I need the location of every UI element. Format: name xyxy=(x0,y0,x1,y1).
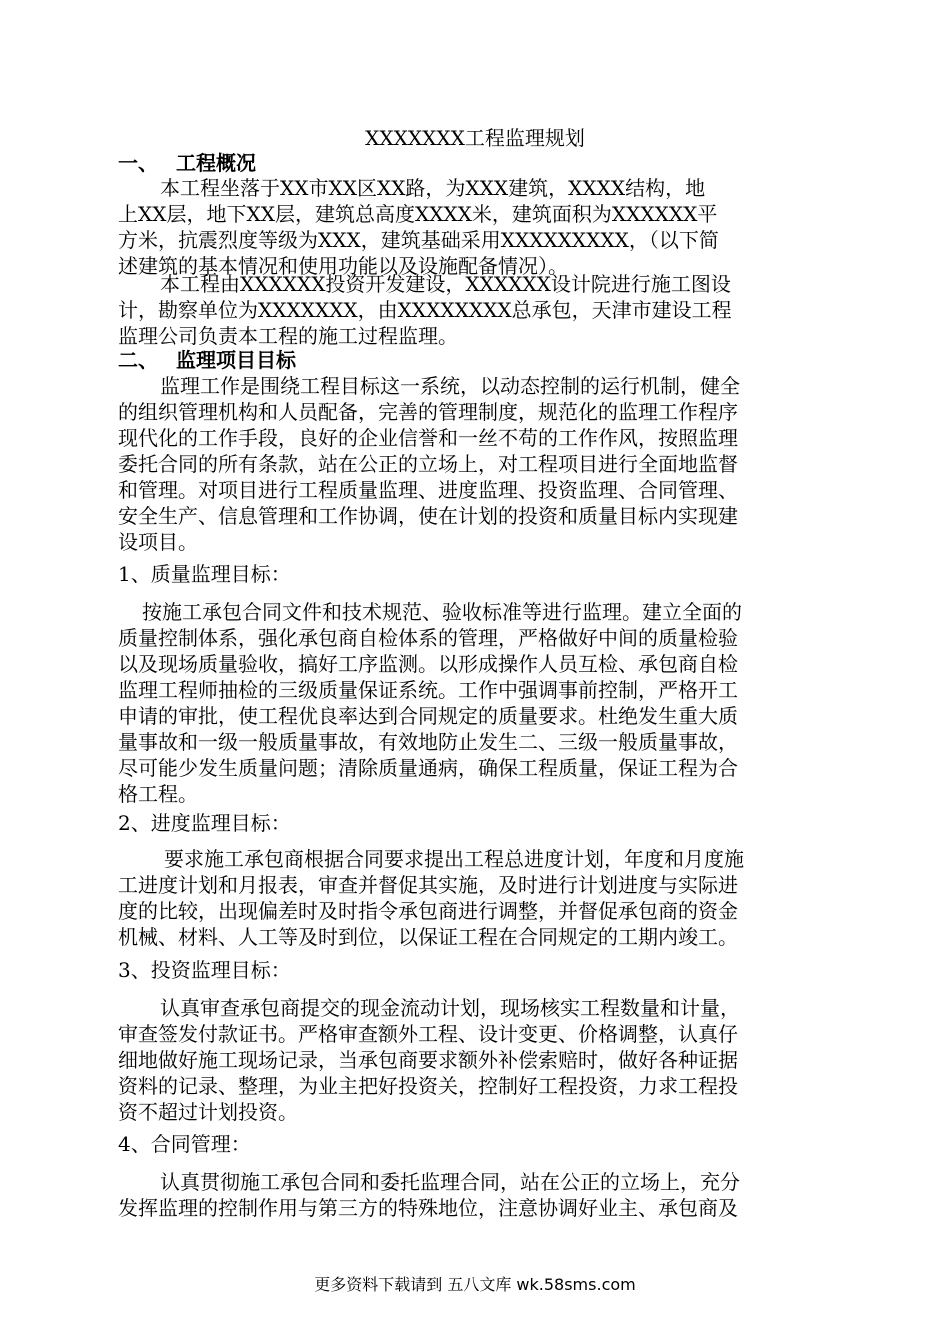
text-line: 监理公司负责本工程的施工过程监理。 xyxy=(118,324,458,348)
text-line: 的组织管理机构和人员配备，完善的管理制度，规范化的监理工作程序 xyxy=(118,400,738,424)
text-line: 质量控制体系，强化承包商自检体系的管理，严格做好中间的质量检验 xyxy=(118,626,738,650)
text-line: 和管理。对项目进行工程质量监理、进度监理、投资监理、合同管理、 xyxy=(118,478,738,502)
text-line: 度的比较，出现偏差时及时指令承包商进行调整，并督促承包商的资金 xyxy=(118,899,738,923)
text-line: 本工程由XXXXXX投资开发建设，XXXXXX设计院进行施工图设 xyxy=(160,272,731,296)
text-line: 现代化的工作手段，良好的企业信誉和一丝不苟的工作作风，按照监理 xyxy=(118,426,738,450)
text-line: 申请的审批，使工程优良率达到合同规定的质量要求。杜绝发生重大质 xyxy=(118,704,738,728)
paragraph-schedule-goals xyxy=(118,846,832,950)
subsection-heading-contract: 4、合同管理： xyxy=(118,1132,251,1156)
text-line: 本工程坐落于XX市XX区XX路，为XXX建筑，XXXX结构，地 xyxy=(160,176,706,200)
text-line: 工进度计划和月报表，审查并督促其实施，及时进行计划进度与实际进 xyxy=(118,873,738,897)
section-title: 监理项目目标 xyxy=(176,348,296,372)
subsection-heading-quality: 1、质量监理目标： xyxy=(118,562,291,586)
text-line: 认真审查承包商提交的现金流动计划，现场核实工程数量和计量， xyxy=(160,996,740,1020)
section-number: 一、 xyxy=(118,151,158,175)
paragraph-investment-goals xyxy=(118,995,832,1125)
text-line: 按施工承包合同文件和技术规范、验收标准等进行监理。建立全面的 xyxy=(142,600,742,624)
section-heading-1 xyxy=(118,150,256,176)
paragraph-supervision-goals xyxy=(118,373,832,555)
section-number: 二、 xyxy=(118,348,158,372)
text-line: 监理工程师抽检的三级质量保证系统。工作中强调事前控制，严格开工 xyxy=(118,678,738,702)
text-line: 述建筑的基本情况和使用功能以及设施配备情况）。 xyxy=(118,254,568,278)
text-line: 以及现场质量验收，搞好工序监测。以形成操作人员互检、承包商自检 xyxy=(118,652,738,676)
footer-download-note: 更多资料下载请到 五八文库 wk.58sms.com xyxy=(314,1275,636,1294)
text-line: 设项目。 xyxy=(118,530,198,554)
paragraph-quality-goals xyxy=(118,599,832,807)
text-line: 安全生产、信息管理和工作协调，使在计划的投资和质量目标内实现建 xyxy=(118,504,738,528)
section-title: 工程概况 xyxy=(176,151,256,175)
text-line: 尽可能少发生质量问题；清除质量通病，确保工程质量，保证工程为合 xyxy=(118,756,738,780)
text-line: 监理工作是围绕工程目标这一系统，以动态控制的运行机制，健全 xyxy=(160,374,740,398)
document-title: XXXXXXX工程监理规划 xyxy=(365,126,585,150)
text-line: 计，勘察单位为XXXXXXX，由XXXXXXXX总承包，天津市建设工程 xyxy=(118,298,732,322)
text-line: 上XX层，地下XX层，建筑总高度XXXX米，建筑面积为XXXXXX平 xyxy=(118,202,718,226)
text-line: 要求施工承包商根据合同要求提出工程总进度计划，年度和月度施 xyxy=(164,847,744,871)
text-line: 资料的记录、整理，为业主把好投资关，控制好工程投资，力求工程投 xyxy=(118,1074,738,1098)
subsection-heading-investment: 3、投资监理目标： xyxy=(118,958,291,982)
paragraph-project-overview-2 xyxy=(118,271,832,349)
text-line: 资不超过计划投资。 xyxy=(118,1100,298,1124)
text-line: 格工程。 xyxy=(118,782,198,806)
text-line: 量事故和一级一般质量事故，有效地防止发生二、三级一般质量事故， xyxy=(118,730,738,754)
text-line: 委托合同的所有条款，站在公正的立场上，对工程项目进行全面地监督 xyxy=(118,452,738,476)
text-line: 方米，抗震烈度等级为XXX，建筑基础采用XXXXXXXXX，（以下简 xyxy=(118,228,719,252)
text-line: 机械、材料、人工等及时到位，以保证工程在合同规定的工期内竣工。 xyxy=(118,925,738,949)
paragraph-project-overview-1 xyxy=(118,175,832,279)
section-heading-2 xyxy=(118,347,296,373)
text-line: 认真贯彻施工承包合同和委托监理合同，站在公正的立场上，充分 xyxy=(160,1170,740,1194)
text-line: 发挥监理的控制作用与第三方的特殊地位，注意协调好业主、承包商及 xyxy=(118,1196,738,1220)
subsection-heading-schedule: 2、进度监理目标： xyxy=(118,811,291,835)
text-line: 审查签发付款证书。严格审查额外工程、设计变更、价格调整，认真仔 xyxy=(118,1022,738,1046)
text-line: 细地做好施工现场记录，当承包商要求额外补偿索赔时，做好各种证据 xyxy=(118,1048,738,1072)
paragraph-contract-management xyxy=(118,1169,832,1221)
